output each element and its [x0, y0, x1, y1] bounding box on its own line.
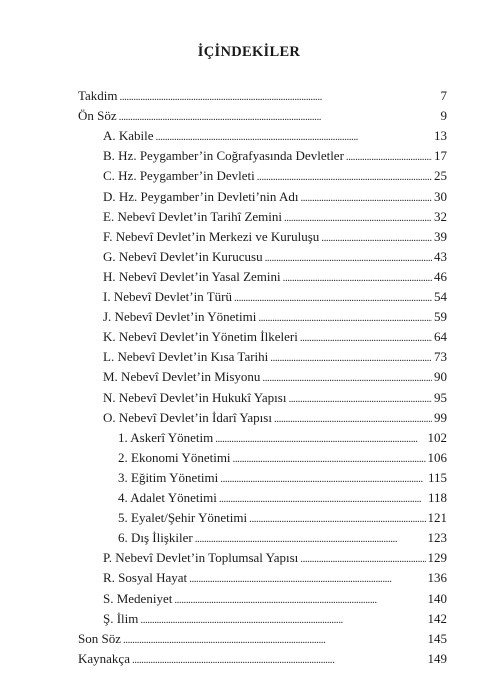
toc-entry [103, 249, 447, 266]
page-title: İÇİNDEKİLER [197, 44, 301, 60]
toc-entry [103, 550, 447, 567]
toc-dot-leader [265, 250, 432, 266]
toc-entry-page: 59 [434, 309, 447, 325]
toc-entry [118, 530, 447, 547]
toc-entry [103, 128, 447, 145]
toc-entry-page: 64 [434, 329, 447, 345]
toc-entry-page: 17 [434, 148, 447, 164]
toc-entry [118, 450, 447, 467]
toc-entry-label: J. Nebevî Devlet’in Yönetimi [103, 309, 257, 325]
toc-dot-leader [262, 370, 432, 386]
toc-entry [78, 631, 447, 648]
toc-entry-label: O. Nebevî Devlet’in İdarî Yapısı [103, 409, 272, 425]
toc-entry [118, 490, 447, 507]
toc-entry [103, 611, 447, 628]
toc-dot-leader [300, 330, 432, 346]
toc-entry-page: 106 [427, 449, 447, 465]
toc-dot-leader [195, 531, 426, 547]
toc-entry [103, 369, 447, 386]
toc-dot-leader [270, 350, 432, 366]
toc-entry-label: S. Medeniyet [103, 590, 173, 606]
toc-entry-label: 6. Dış İlişkiler [118, 530, 193, 546]
toc-entry-label: F. Nebevî Devlet’in Merkezi ve Kuruluşu [103, 228, 320, 244]
toc-dot-leader [258, 310, 432, 326]
toc-entry [103, 309, 447, 326]
toc-dot-leader [249, 511, 425, 527]
toc-entry [103, 289, 447, 306]
toc-dot-leader [274, 411, 432, 427]
toc-entry-label: H. Nebevî Devlet’in Yasal Zemini [103, 268, 281, 284]
toc-dot-leader [220, 471, 426, 487]
toc-entry-page: 54 [434, 289, 447, 304]
toc-dot-leader [174, 592, 425, 608]
toc-dot-leader [219, 491, 426, 507]
toc-entry [118, 430, 447, 447]
toc-entry [103, 269, 447, 286]
toc-entry-page: 99 [434, 409, 447, 425]
toc-entry [78, 88, 447, 105]
toc-entry-page: 102 [427, 429, 447, 445]
toc-dot-leader [233, 451, 426, 467]
toc-entry-label: 3. Eğitim Yönetimi [118, 469, 219, 485]
toc-entry-page: 73 [434, 349, 447, 365]
toc-entry-label: C. Hz. Peygamber’in Devleti [103, 168, 255, 184]
toc-dot-leader [156, 129, 432, 145]
toc-entry-page: 115 [427, 469, 447, 485]
toc-entry-label: P. Nebevî Devlet’in Toplumsal Yapısı [103, 550, 299, 566]
toc-entry [103, 209, 447, 226]
toc-entry-label: M. Nebevî Devlet’in Misyonu [103, 369, 261, 385]
toc-entry [78, 108, 447, 125]
toc-entry [103, 168, 447, 185]
toc-entry-page: 145 [427, 630, 447, 646]
toc-dot-leader [132, 652, 426, 668]
toc-entry [103, 570, 447, 587]
toc-entry-label: L. Nebevî Devlet’in Kısa Tarihi [103, 349, 269, 365]
toc-entry [78, 651, 447, 668]
toc-dot-leader [288, 391, 432, 407]
toc-entry-page: 142 [427, 610, 447, 626]
toc-entry-page: 95 [434, 389, 447, 405]
toc-entry-page: 129 [427, 550, 447, 566]
toc-entry [103, 410, 447, 427]
toc-entry-label: Takdim [78, 88, 118, 103]
toc-entry-label: Ş. İlim [103, 610, 139, 626]
toc-dot-leader [119, 109, 439, 125]
toc-dot-leader [234, 290, 432, 306]
toc-entry-page: 30 [434, 188, 447, 204]
toc-entry-label: 2. Ekonomi Yönetimi [118, 449, 231, 465]
toc-entry-label: D. Hz. Peygamber’in Devleti’nin Adı [103, 188, 299, 204]
toc-entry-page: 121 [427, 510, 447, 526]
toc-entry-page: 32 [434, 208, 447, 224]
toc-entry-page: 90 [434, 369, 447, 385]
toc-entry-label: I. Nebevî Devlet’in Türü [103, 289, 232, 304]
toc-entry-page: 39 [434, 228, 447, 244]
toc-entry-page: 9 [440, 108, 447, 124]
toc-entry-page: 140 [427, 590, 447, 606]
toc-dot-leader [189, 571, 425, 587]
toc-dot-leader [257, 169, 432, 185]
toc-entry-page: 46 [434, 268, 447, 284]
toc-entry-label: Kaynakça [78, 650, 130, 666]
toc-entry-label: B. Hz. Peygamber’in Coğrafyasında Devletler [103, 148, 344, 164]
toc-entry [103, 229, 447, 246]
toc-entry-page: 7 [440, 88, 447, 103]
toc-entry [103, 349, 447, 366]
toc-dot-leader [120, 89, 439, 105]
toc-entry [103, 189, 447, 206]
toc-entry [103, 591, 447, 608]
toc-dot-leader [284, 210, 432, 226]
toc-dot-leader [321, 230, 432, 246]
toc-entry-label: 5. Eyalet/Şehir Yönetimi [118, 510, 248, 526]
toc-entry-label: E. Nebevî Devlet’in Tarihî Zemini [103, 208, 282, 224]
toc-dot-leader [215, 431, 425, 447]
toc-entry-label: 4. Adalet Yönetimi [118, 490, 217, 505]
toc-entry [118, 470, 447, 487]
toc-entry-page: 25 [434, 168, 447, 184]
toc-entry-page: 13 [434, 128, 447, 144]
toc-entry-page: 149 [427, 650, 447, 666]
toc-entry [103, 148, 447, 165]
toc-entry-label: Ön Söz [78, 108, 117, 124]
toc-dot-leader [123, 632, 426, 648]
toc-entry-label: 1. Askerî Yönetim [118, 429, 214, 445]
toc-dot-leader [300, 551, 425, 567]
toc-entry [118, 510, 447, 527]
toc-entry [103, 390, 447, 407]
toc-dot-leader [346, 149, 432, 165]
toc-entry-label: R. Sosyal Hayat [103, 570, 188, 586]
toc-dot-leader [300, 190, 432, 206]
toc-entry [103, 329, 447, 346]
toc-entry-label: Son Söz [78, 630, 121, 646]
toc-entry-label: G. Nebevî Devlet’in Kurucusu [103, 248, 263, 264]
toc-entry-label: N. Nebevî Devlet’in Hukukî Yapısı [103, 389, 287, 405]
toc-dot-leader [283, 270, 432, 286]
toc-entry-page: 136 [427, 570, 447, 586]
toc-entry-label: A. Kabile [103, 128, 154, 144]
toc-entry-page: 123 [427, 530, 447, 546]
toc-entry-page: 43 [434, 248, 447, 264]
toc-entry-page: 118 [427, 490, 447, 505]
toc-dot-leader [140, 612, 425, 628]
toc-entry-label: K. Nebevî Devlet’in Yönetim İlkeleri [103, 329, 298, 345]
